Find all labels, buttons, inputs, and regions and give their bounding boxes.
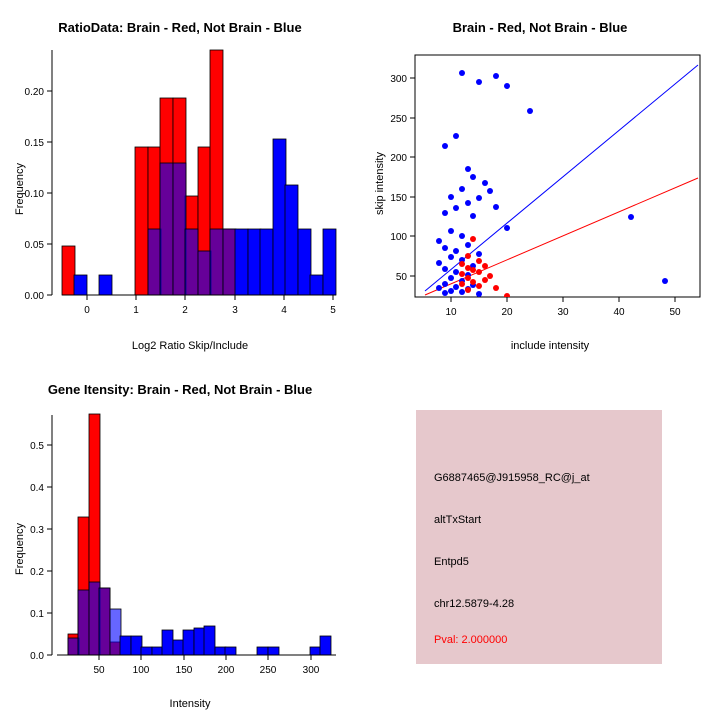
pval-text: Pval: 2.000000	[434, 634, 508, 646]
svg-text:0.5: 0.5	[30, 441, 44, 452]
gene-intensity-plot	[0, 370, 360, 700]
svg-text:300: 300	[302, 665, 320, 676]
scatter-xlabel: include intensity	[510, 340, 590, 352]
svg-text:50: 50	[395, 272, 407, 283]
svg-text:0.00: 0.00	[24, 291, 44, 302]
svg-text:0.05: 0.05	[24, 240, 44, 251]
ratio-histogram-plot	[0, 10, 360, 340]
svg-text:100: 100	[132, 665, 150, 676]
scatter-plot	[360, 10, 720, 340]
svg-text:50: 50	[93, 665, 105, 676]
gene-name-text: Entpd5	[434, 556, 469, 568]
gene-intensity-xlabel: Intensity	[169, 698, 211, 710]
svg-text:40: 40	[613, 307, 625, 318]
svg-text:0.2: 0.2	[30, 567, 44, 578]
svg-text:4: 4	[281, 305, 287, 316]
svg-text:0.10: 0.10	[24, 189, 44, 200]
svg-text:50: 50	[669, 307, 681, 318]
svg-text:1: 1	[133, 305, 139, 316]
ratio-histogram-ylabel: Frequency	[14, 163, 26, 215]
svg-text:150: 150	[175, 665, 193, 676]
svg-text:200: 200	[217, 665, 235, 676]
svg-text:0: 0	[84, 305, 90, 316]
scatter-title: Brain - Red, Not Brain - Blue	[452, 20, 628, 35]
gene-intensity-histogram-panel	[0, 360, 360, 720]
svg-text:0.20: 0.20	[24, 87, 44, 98]
intensity-scatter-panel	[360, 0, 720, 360]
probe-id-text: G6887465@J915958_RC@j_at	[434, 472, 590, 484]
gene-intensity-title: Gene Itensity: Brain - Red, Not Brain - Blue	[47, 382, 313, 397]
svg-text:150: 150	[390, 193, 407, 204]
svg-text:200: 200	[390, 153, 407, 164]
svg-text:250: 250	[259, 665, 277, 676]
ratio-histogram-panel	[0, 0, 360, 360]
probe-info-box	[416, 410, 662, 664]
svg-text:2: 2	[182, 305, 188, 316]
location-text: chr12.5879-4.28	[434, 598, 515, 610]
ratio-histogram-xlabel: Log2 Ratio Skip/Include	[131, 340, 249, 352]
svg-text:20: 20	[501, 307, 513, 318]
svg-text:0.3: 0.3	[30, 525, 44, 536]
scatter-ylabel: skip intensity	[374, 152, 386, 215]
svg-text:10: 10	[445, 307, 457, 318]
svg-text:0.15: 0.15	[24, 138, 44, 149]
svg-text:0.0: 0.0	[30, 651, 44, 662]
svg-text:3: 3	[232, 305, 238, 316]
gene-intensity-ylabel: Frequency	[14, 523, 26, 575]
svg-text:100: 100	[390, 232, 407, 243]
svg-text:0.1: 0.1	[30, 609, 44, 620]
svg-text:30: 30	[557, 307, 569, 318]
svg-text:250: 250	[390, 114, 407, 125]
event-type-text: altTxStart	[434, 514, 482, 526]
ratio-histogram-title: RatioData: Brain - Red, Not Brain - Blue	[58, 20, 302, 35]
svg-text:5: 5	[330, 305, 336, 316]
svg-text:300: 300	[390, 74, 407, 85]
svg-text:0.4: 0.4	[30, 483, 44, 494]
